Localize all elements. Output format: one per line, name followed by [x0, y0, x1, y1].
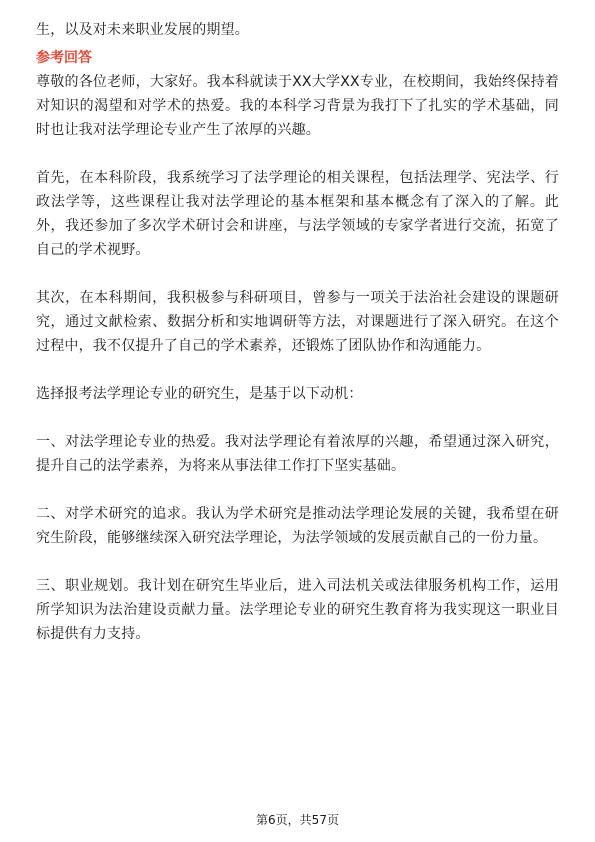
- paragraph-motivation-two: 二、对学术研究的追求。我认为学术研究是推动法学理论发展的关键，我希望在研究生阶段，能够继续深入研究法学理论，为法学领域的发展贡献自己的一份力量。: [36, 506, 559, 546]
- page-number: 第6页，共57页: [256, 813, 339, 827]
- paragraph-coursework: 首先，在本科阶段，我系统学习了法学理论的相关课程，包括法理学、宪法学、行政法学等，这些课程让我对法学理论的基本框架和基本概念有了深入的了解。此外，我还参加了多次学术研讨会和讲座，与法学领域的专家学者进行交流，拓宽了自己的学术视野。: [36, 170, 559, 258]
- paragraph-self-introduction: 尊敬的各位老师，大家好。我本科就读于XX大学XX专业，在校期间，我始终保持着对知识的渴望和对学术的热爱。我的本科学习背景为我打下了扎实的学术基础，同时也让我对法学理论专业产生了浓厚的兴趣。: [36, 74, 559, 138]
- intro-line: 生，以及对未来职业发展的期望。: [36, 22, 249, 38]
- document-body: [36, 18, 559, 646]
- paragraph-research: 其次，在本科期间，我积极参与科研项目，曾参与一项关于法治社会建设的课题研究，通过文献检索、数据分析和实地调研等方法，对课题进行了深入研究。在这个过程中，我不仅提升了自己的学术素养，还锻炼了团队协作和沟通能力。: [36, 290, 559, 354]
- answer-heading: 参考回答: [36, 50, 92, 66]
- paragraph-motivation-three: 三、职业规划。我计划在研究生毕业后，进入司法机关或法律服务机构工作，运用所学知识为法治建设贡献力量。法学理论专业的研究生教育将为我实现这一职业目标提供有力支持。: [36, 578, 559, 642]
- paragraph-motivation-one: 一、对法学理论专业的热爱。我对法学理论有着浓厚的兴趣，希望通过深入研究，提升自己的法学素养，为将来从事法律工作打下坚实基础。: [36, 434, 559, 474]
- paragraph-motivation-intro: 选择报考法学理论专业的研究生，是基于以下动机：: [36, 386, 363, 402]
